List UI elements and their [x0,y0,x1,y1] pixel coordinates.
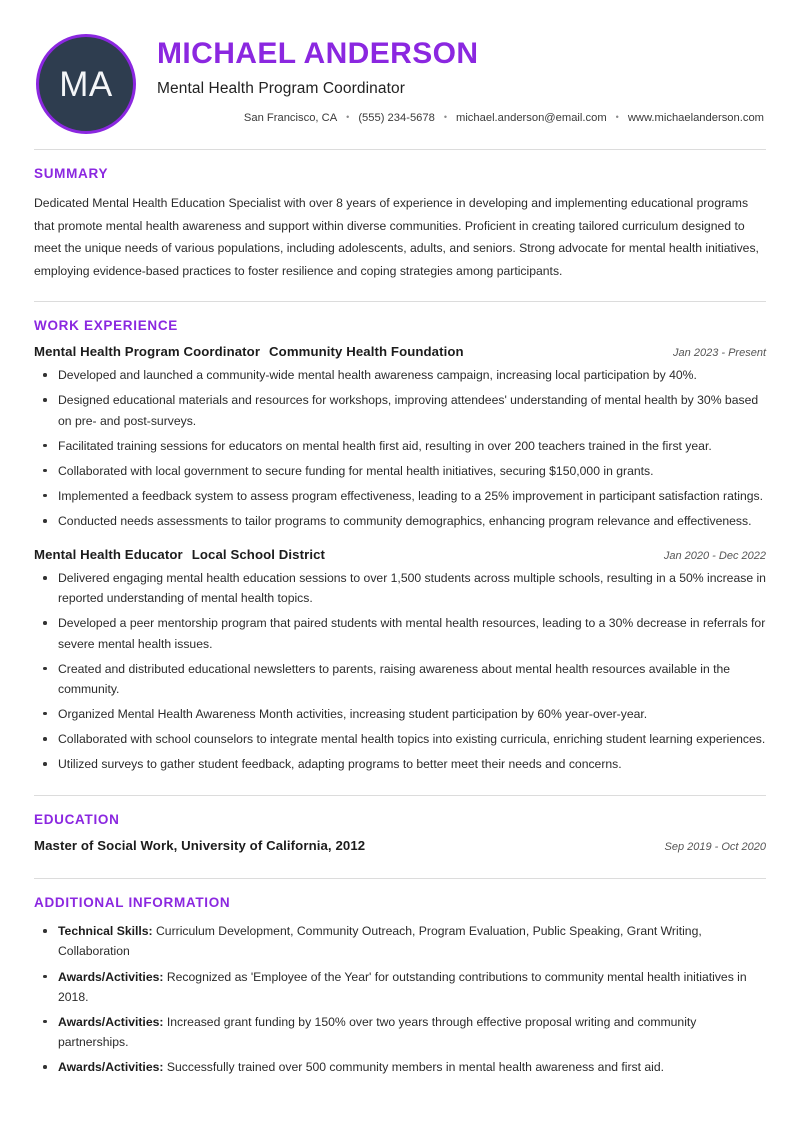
additional-info-label: Awards/Activities: [58,1060,164,1074]
additional-info-text: Successfully trained over 500 community members in mental health awareness and first aid. [166,1060,665,1074]
job-company: Local School District [191,547,326,563]
education-dates: Sep 2019 - Oct 2020 [664,841,766,854]
job-bullet-list [34,365,766,531]
additional-info-text: Increased grant funding by 150% over two years through effective proposal writing and community partnerships. [58,1014,697,1049]
job-title-company [34,344,464,359]
education-entry [34,838,766,877]
section-summary [34,148,766,300]
contact-row [157,112,766,124]
section-title-education: EDUCATION [34,812,120,828]
additional-info-label: Technical Skills: [58,924,153,939]
job-entry [34,547,766,790]
contact-separator-icon: • [443,111,447,122]
job-header [34,344,766,365]
contact-email[interactable]: michael.anderson@email.com [456,112,607,124]
candidate-name: MICHAEL ANDERSON [157,37,479,70]
additional-info-item [34,967,766,1007]
additional-info-list [34,921,766,1077]
job-company: Community Health Foundation [269,344,464,360]
section-work-experience [34,300,766,794]
job-title: Mental Health Program Coordinator [34,344,261,360]
section-education [34,794,766,877]
job-bullet: Facilitated training sessions for educators on mental health first aid, resulting in over 200 teachers trained in the first year. [34,436,766,456]
summary-text: Dedicated Mental Health Education Specialist with over 8 years of experience in developing and implementing educational programs that promote mental health awareness and support within diverse communities. Proficient in creating tailored curriculum designed to meet the unique needs of various populations, including adolescents, adults, and seniors. Strong advocate for mental health initiatives, employing evidence-based practices to foster resilience and coping strategies among participants. [34,196,759,278]
job-bullet: Collaborated with local government to secure funding for mental health initiatives, securing $150,000 in grants. [34,461,766,481]
job-bullet: Designed educational materials and resources for workshops, improving attendees' understanding of mental health by 30% based on pre- and post-surveys. [34,390,766,430]
avatar-initials: MA [59,64,113,104]
additional-info-item [34,921,766,961]
job-dates: Jan 2023 - Present [673,347,766,360]
additional-info-label: Awards/Activities: [58,969,164,984]
job-bullet: Created and distributed educational newsletters to parents, raising awareness about mental health resources available in the community. [34,659,766,699]
job-bullet: Collaborated with school counselors to integrate mental health topics into existing curricula, enriching student learning experiences. [34,729,766,749]
job-header [34,547,766,568]
job-bullet-list [34,568,766,774]
resume-header [34,0,766,148]
avatar [36,34,136,134]
education-header [34,838,766,859]
additional-info-text: Curriculum Development, Community Outreach, Program Evaluation, Public Speaking, Grant Writing, Collaboration [58,924,702,959]
job-bullet: Implemented a feedback system to assess program effectiveness, leading to a 25% improvement in participant satisfaction ratings. [34,486,766,506]
section-title-summary: SUMMARY [34,166,109,181]
contact-location: San Francisco, CA [243,112,338,124]
job-list [34,344,766,794]
job-bullet: Delivered engaging mental health education sessions to over 1,500 students across multiple schools, resulting in a 50% increase in reported understanding of mental health topics. [34,568,766,608]
job-bullet: Developed and launched a community-wide mental health awareness campaign, increasing local participation by 40%. [34,365,766,385]
job-title: Mental Health Educator [34,547,183,563]
contact-separator-icon: • [615,111,619,122]
job-title-company [34,547,325,562]
job-entry [34,344,766,547]
header-text-block [136,32,766,124]
job-bullet: Utilized surveys to gather student feedback, adapting programs to better meet their needs and concerns. [34,754,766,774]
job-bullet: Developed a peer mentorship program that paired students with mental health resources, leading to a 30% decrease in referrals for severe mental health issues. [34,613,766,653]
education-degree: Master of Social Work, University of California, 2012 [34,838,366,854]
additional-info-item [34,1057,766,1077]
section-title-work-experience: WORK EXPERIENCE [34,318,179,334]
additional-info-label: Awards/Activities: [58,1014,164,1029]
section-title-additional-information: ADDITIONAL INFORMATION [34,895,231,911]
contact-separator-icon: • [346,111,350,122]
section-additional-information [34,877,766,1077]
candidate-headline: Mental Health Program Coordinator [157,80,405,97]
job-bullet: Conducted needs assessments to tailor programs to community demographics, enhancing program relevance and effectiveness. [34,511,766,531]
job-dates: Jan 2020 - Dec 2022 [663,550,766,563]
job-bullet: Organized Mental Health Awareness Month activities, increasing student participation by 60% year-over-year. [34,704,766,724]
additional-info-item [34,1012,766,1052]
additional-info-text: Recognized as 'Employee of the Year' for outstanding contributions to community mental health initiatives in 2018. [58,969,747,1004]
contact-phone[interactable]: (555) 234-5678 [358,112,435,124]
contact-website[interactable]: www.michaelanderson.com [627,112,764,124]
